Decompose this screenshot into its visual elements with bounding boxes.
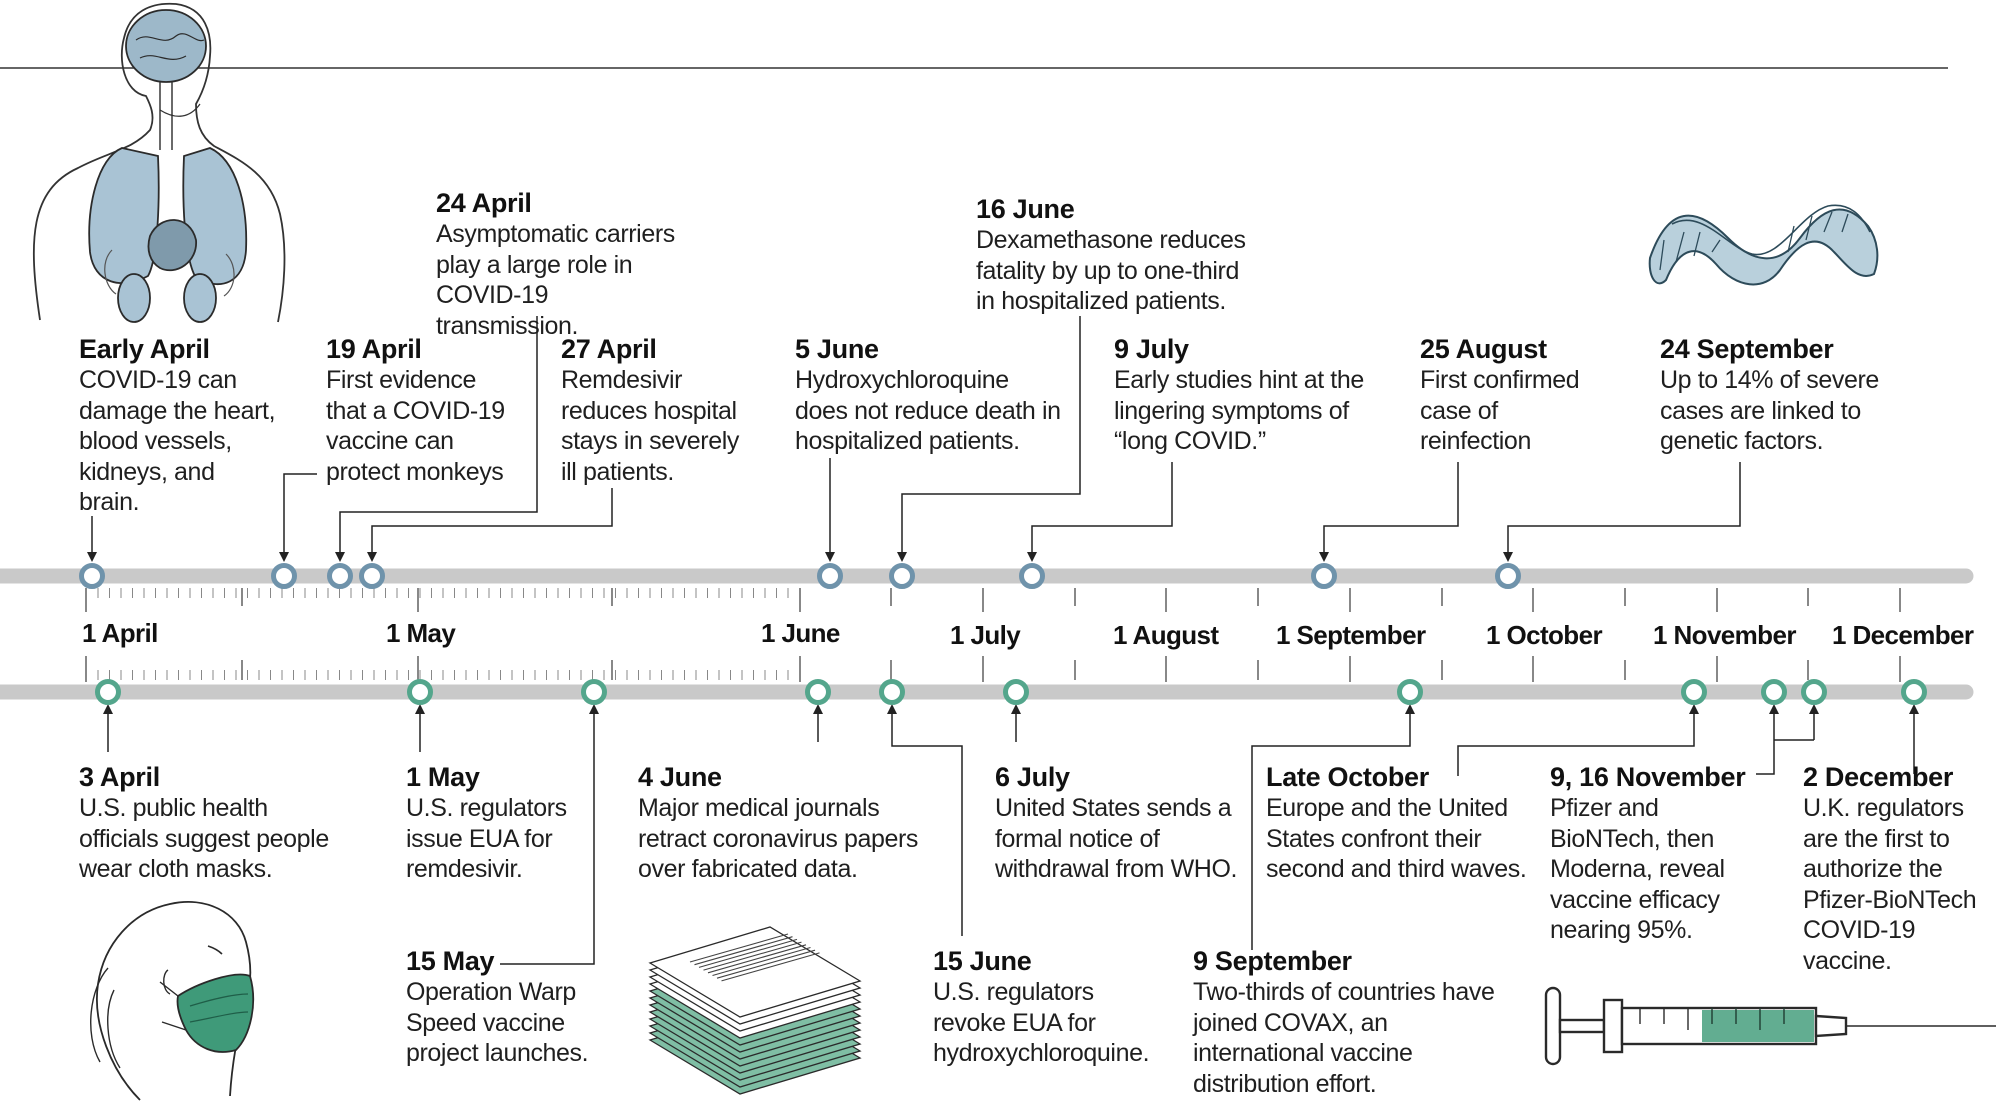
event-19-april (326, 334, 514, 487)
month-label-december: 1 December (1832, 620, 1974, 650)
month-label-september: 1 September (1276, 620, 1426, 650)
event-date: 5 June (795, 334, 879, 364)
top-event-marker (892, 566, 913, 587)
event-date: 3 April (79, 762, 160, 792)
bottom-event-marker (1684, 682, 1705, 703)
event-date: 9 September (1193, 946, 1352, 976)
event-date: 4 June (638, 762, 722, 792)
top-event-marker (330, 566, 351, 587)
arrowhead (1809, 704, 1819, 714)
event-text: U.S. public health officials suggest people wear cloth masks. (79, 794, 329, 883)
event-text: Up to 14% of severe cases are linked to genetic factors. (1660, 366, 1879, 455)
dna-helix-illustration (1650, 205, 1878, 284)
event-5-june (795, 334, 1065, 457)
event-text: Dexamethasone reduces fatality by up to one-third in hospitalized patients. (976, 226, 1246, 315)
event-text: First confirmed case of reinfection (1420, 366, 1580, 455)
bottom-event-marker (1904, 682, 1925, 703)
event-date: 1 May (406, 762, 480, 792)
event-early-april (79, 334, 279, 518)
bottom-event-marker (410, 682, 431, 703)
arrowhead (367, 552, 377, 562)
event-text: Pfizer and BioNTech, then Moderna, reveal vaccine efficacy nearing 95%. (1550, 794, 1725, 944)
arrowhead (813, 704, 823, 714)
paper-stack-illustration (650, 927, 860, 1094)
bottom-event-marker (584, 682, 605, 703)
bottom-event-marker (1764, 682, 1785, 703)
masked-face-illustration (91, 902, 253, 1100)
arrowhead (415, 704, 425, 714)
event-date: 24 April (436, 188, 532, 218)
event-1-may (406, 762, 586, 885)
event-25-august (1420, 334, 1606, 457)
event-text: COVID-19 can damage the heart, blood vessels, kidneys, and brain. (79, 366, 276, 516)
event-15-june (933, 946, 1163, 1069)
human-anatomy-illustration (34, 4, 285, 322)
bottom-event-marker (1006, 682, 1027, 703)
event-9-16-november (1550, 762, 1750, 946)
event-text: U.S. regulators revoke EUA for hydroxychloroquine. (933, 978, 1150, 1067)
event-date: 19 April (326, 334, 422, 364)
event-text: Remdesivir reduces hospital stays in severely ill patients. (561, 366, 739, 486)
event-text: Europe and the United States confront their second and third waves. (1266, 794, 1527, 883)
arrowhead (279, 552, 289, 562)
arrowhead (887, 704, 897, 714)
arrowhead (1689, 704, 1699, 714)
bottom-event-marker (882, 682, 903, 703)
arrowhead (335, 552, 345, 562)
event-9-september (1193, 946, 1515, 1099)
event-date: 15 May (406, 946, 495, 976)
event-text: United States sends a formal notice of withdrawal from WHO. (995, 794, 1238, 883)
month-label-may: 1 May (386, 618, 456, 648)
month-label-november: 1 November (1653, 620, 1796, 650)
event-27-april (561, 334, 753, 487)
arrowhead (1319, 552, 1329, 562)
month-label-april: 1 April (82, 618, 158, 648)
month-label-august: 1 August (1113, 620, 1219, 650)
month-label-june: 1 June (761, 618, 840, 648)
top-event-marker (82, 566, 103, 587)
event-date: Early April (79, 334, 210, 364)
event-text: Two-thirds of countries have joined COVAX, an international vaccine distribution effort. (1193, 978, 1495, 1098)
event-4-june (638, 762, 938, 885)
top-event-marker (1314, 566, 1335, 587)
top-event-marker (1498, 566, 1519, 587)
event-date: 24 September (1660, 334, 1834, 364)
top-event-marker (362, 566, 383, 587)
event-date: 25 August (1420, 334, 1547, 364)
arrowhead (1027, 552, 1037, 562)
top-event-marker (1022, 566, 1043, 587)
arrowhead (1503, 552, 1513, 562)
event-date: 9, 16 November (1550, 762, 1746, 792)
event-date: 16 June (976, 194, 1075, 224)
event-date: 2 December (1803, 762, 1954, 792)
event-late-october (1266, 762, 1528, 885)
event-15-may (406, 946, 602, 1069)
vaccine-syringe-illustration (1546, 988, 1996, 1064)
event-24-april (436, 188, 692, 341)
event-date: 15 June (933, 946, 1032, 976)
event-3-april (79, 762, 345, 885)
arrowhead (1405, 704, 1415, 714)
arrowhead (1011, 704, 1021, 714)
event-9-july (1114, 334, 1368, 457)
event-date: 27 April (561, 334, 657, 364)
event-text: Hydroxychloroquine does not reduce death in hospitalized patients. (795, 366, 1061, 455)
top-event-marker (820, 566, 841, 587)
bottom-event-marker (1400, 682, 1421, 703)
event-24-september (1660, 334, 1886, 457)
month-label-july: 1 July (950, 620, 1021, 650)
event-2-december (1803, 762, 1989, 976)
arrowhead (897, 552, 907, 562)
event-text: Asymptomatic carriers play a large role in COVID-19 transmission. (436, 220, 675, 340)
top-event-marker (274, 566, 295, 587)
arrowhead (87, 552, 97, 562)
arrowhead (589, 704, 599, 714)
event-text: First evidence that a COVID-19 vaccine can protect monkeys (326, 366, 505, 486)
event-text: U.S. regulators issue EUA for remdesivir. (406, 794, 567, 883)
event-text: Early studies hint at the lingering symptoms of “long COVID.” (1114, 366, 1364, 455)
bottom-event-marker (1804, 682, 1825, 703)
arrowhead (825, 552, 835, 562)
arrowhead (103, 704, 113, 714)
month-label-october: 1 October (1486, 620, 1602, 650)
event-date: 9 July (1114, 334, 1189, 364)
event-date: 6 July (995, 762, 1070, 792)
event-text: Major medical journals retract coronavirus papers over fabricated data. (638, 794, 919, 883)
bottom-event-marker (808, 682, 829, 703)
event-text: Operation Warp Speed vaccine project launches. (406, 978, 589, 1067)
arrowhead (1909, 704, 1919, 714)
arrowhead (1769, 704, 1779, 714)
event-date: Late October (1266, 762, 1429, 792)
bottom-event-marker (98, 682, 119, 703)
event-6-july (995, 762, 1245, 885)
event-text: U.K. regulators are the first to authorize the Pfizer-BioNTech COVID-19 vaccine. (1803, 794, 1977, 975)
event-16-june (976, 194, 1252, 317)
